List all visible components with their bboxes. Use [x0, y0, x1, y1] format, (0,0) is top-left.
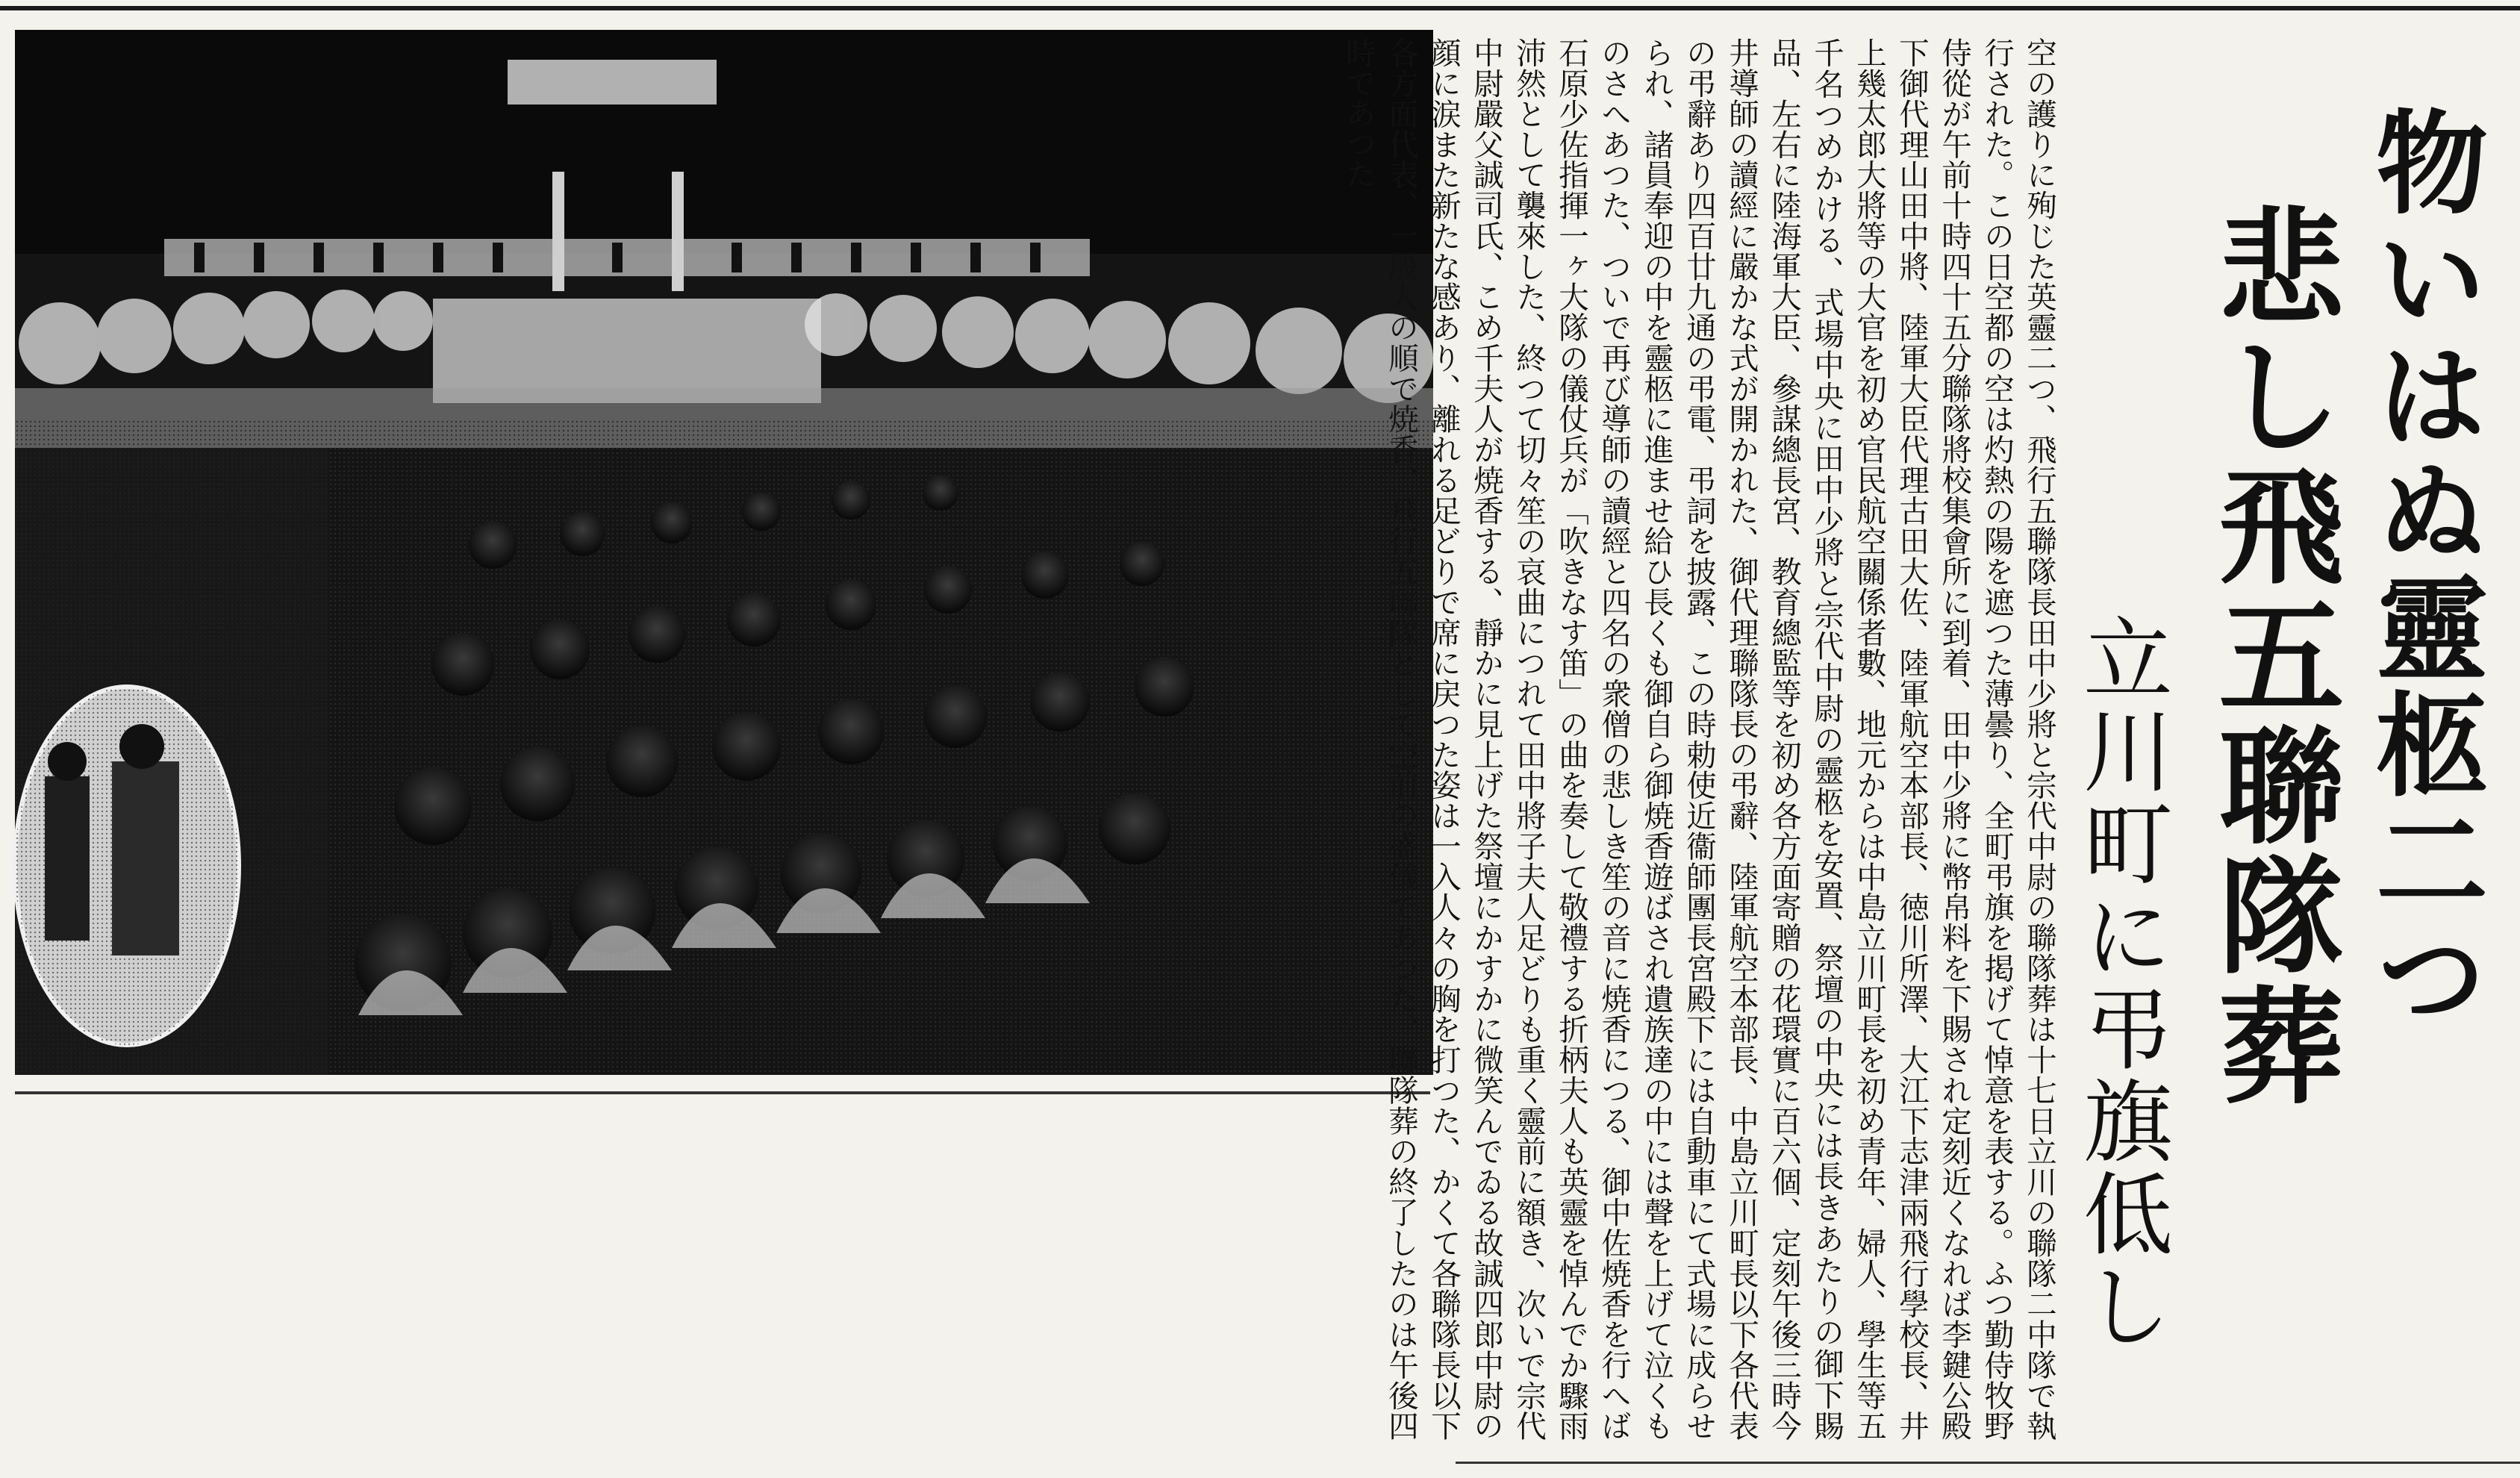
photo-bottom-rule [15, 1091, 1430, 1094]
subheadline: 立川町に弔旗低し [2068, 612, 2172, 1353]
headline-line-2: 悲し飛五聯隊葬 [2198, 202, 2346, 1111]
bottom-rule [1456, 1462, 2520, 1464]
top-rule [0, 6, 2520, 10]
funeral-photograph [15, 30, 1433, 1075]
article-body: 空の護りに殉じた英靈二つ、飛行五聯隊長田中少將と宗代中尉の聯隊葬は十七日立川の聯隊二中隊で執行された。この日空都の空は灼熱の陽を遮つた薄曇り、全町弔旗を掲げて悼意を表する。ふつ勤侍牧野侍從が午前十時四十五分聯隊將校集會所に到着、田中少將に幣帛料を下賜され定刻近くなれば李鍵公殿下御代理山田中將、陸軍大臣代理古田大佐、陸軍航空本部長、徳川所澤、大江下志津兩飛行學校長、井上幾太郎大將等の大官を初め官民航空關係者數、地元からは中島立川町長を初め青年、婦人、學生等五千名つめかける、式場中央に田中少將と宗代中尉の靈柩を安置、祭壇の中央には長きあたりの御下賜品、左右に陸海軍大臣、參謀總長宮、教育總監等を初め各方面寄贈の花環實に百六個、定刻午後三時今井導師の讀經に嚴かな式が開かれた、御代理聯隊長の弔辭、陸軍航空本部長、中島立川町長以下各代表の弔辭あり四百廿九通の弔電、弔詞を披露、この時勅使近衞師團長宮殿下には自動車にて式場に成らせられ、諸員奉迎の中を靈柩に進ませ給ひ長くも御自ら御焼香遊ばされ遺族達の中には聲を上げて泣くものさへあつた、ついで再び導師の讀經と四名の衆僧の悲しき笙の音に焼香につる、御中佐焼香を行へば石原少佐指揮一ヶ大隊の儀仗兵が「吹きなす笛」の曲を奏して敬禮する折柄夫人も英靈を悼んでか驟雨沛然として襲來した、終つて切々笙の哀曲につれて田中將子夫人足どりも重く靈前に額き、次いで宗代中尉嚴父誠司氏、こめ千夫人が焼香する、靜かに見上げた祭壇にかすかに微笑んでゐる故誠四郎中尉の顔に涙また新たな感あり、離れる足どりで席に戻つた姿は一入人々の胸を打つた、かくて各聯隊長以下各方面代表、一般人の順で焼香、飛行五聯隊として空前の盛儀であつた、聯隊葬の終了したのは午後四時であつた [1341, 37, 2057, 1441]
headline-line-1: 物いはぬ靈柩二つ [2357, 105, 2488, 1036]
photo-illustration [15, 30, 1433, 1075]
